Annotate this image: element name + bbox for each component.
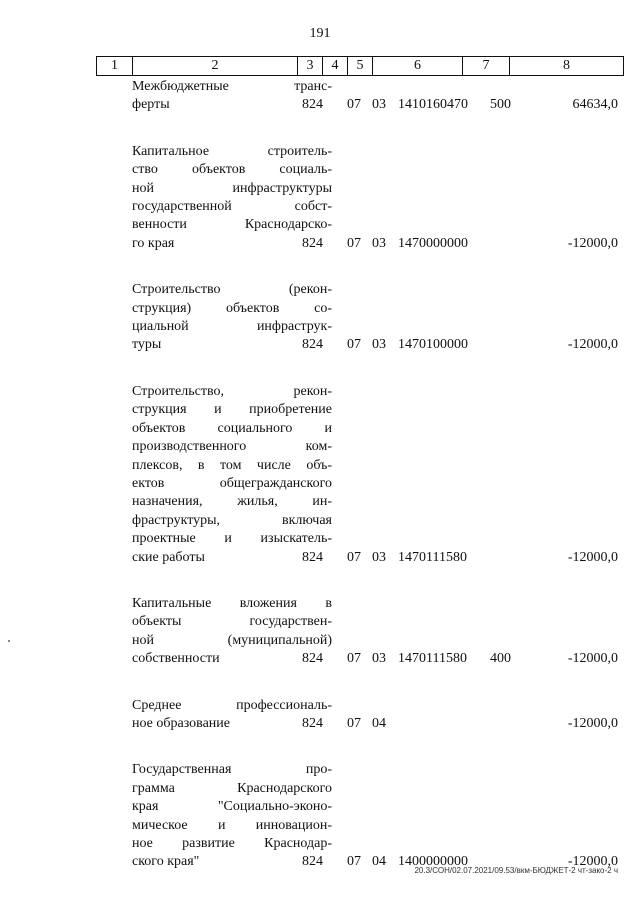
row-values (96, 650, 628, 668)
row-name-line: назначения, жилья, ин- (132, 494, 332, 510)
code-target-article: 1410160470 (398, 97, 468, 113)
row-name-line: венности Краснодарско- (132, 217, 332, 233)
code-ved: 824 (302, 651, 323, 667)
row-name-line: струкция и приобретение (132, 402, 332, 418)
code-subsection: 03 (372, 97, 386, 113)
row-name-line: фраструктуры, включая (132, 512, 332, 528)
budget-rows (96, 78, 628, 872)
header-col-6: 6 (373, 57, 463, 76)
code-subsection: 04 (372, 715, 386, 731)
row-name-line: грамма Краснодарского (132, 780, 332, 796)
code-target-article: 1400000000 (398, 854, 468, 870)
table-row (96, 78, 628, 115)
scan-artifact (8, 640, 10, 642)
row-values (96, 96, 628, 114)
code-target-article: 1470111580 (398, 651, 467, 667)
row-name-line: Государственная про- (132, 762, 332, 778)
code-ved: 824 (302, 337, 323, 353)
code-target-article: 1470111580 (398, 549, 467, 565)
page-number: 191 (309, 26, 331, 41)
row-name-line: объектов социального и (132, 420, 332, 436)
code-expense-type: 400 (490, 651, 511, 667)
row-name-line: края "Социально-эконо- (132, 799, 332, 815)
code-target-article: 1470000000 (398, 235, 468, 251)
row-name (132, 383, 332, 567)
header-col-1: 1 (97, 57, 133, 76)
code-subsection: 03 (372, 651, 386, 667)
amount: -12000,0 (567, 337, 618, 353)
amount: 64634,0 (572, 97, 618, 113)
code-subsection: 03 (372, 235, 386, 251)
header-col-5: 5 (348, 57, 373, 76)
code-ved: 824 (302, 97, 323, 113)
document-footer: 20.3/СОН/02.07.2021/09.53/вкм-БЮДЖЕТ-2 чт-зако-2 ч (414, 866, 618, 875)
code-section: 07 (347, 715, 361, 731)
row-name-line: струкция) объектов со- (132, 300, 332, 316)
row-name-line: го края (132, 235, 175, 251)
row-name-line: Среднее профессиональ- (132, 697, 332, 713)
header-col-2: 2 (133, 57, 298, 76)
row-name-line: ство объектов социаль- (132, 162, 332, 178)
code-section: 07 (347, 651, 361, 667)
header-col-8: 8 (510, 57, 624, 76)
row-name-line: ектов общегражданского (132, 475, 332, 491)
row-name-line: плексов, в том числе объ- (132, 457, 332, 473)
table-row (96, 761, 628, 871)
table-row (96, 595, 628, 669)
code-ved: 824 (302, 854, 323, 870)
code-ved: 824 (302, 235, 323, 251)
code-subsection: 03 (372, 549, 386, 565)
amount: -12000,0 (567, 715, 618, 731)
row-name-line: ное образование (132, 715, 230, 731)
row-name-line: собственности (132, 651, 220, 667)
code-subsection: 04 (372, 854, 386, 870)
row-name-line: ского края" (132, 854, 200, 870)
amount: -12000,0 (567, 549, 618, 565)
code-section: 07 (347, 235, 361, 251)
row-name-line: производственного ком- (132, 439, 332, 455)
row-values (96, 235, 628, 253)
column-header-row (97, 57, 624, 76)
row-name-line: циальной инфраструк- (132, 319, 332, 335)
amount: -12000,0 (567, 235, 618, 251)
code-section: 07 (347, 549, 361, 565)
code-expense-type: 500 (490, 97, 511, 113)
table-row (96, 143, 628, 253)
code-section: 07 (347, 854, 361, 870)
row-name-line: Строительство, рекон- (132, 383, 332, 399)
header-col-3: 3 (298, 57, 323, 76)
row-name-line: Капитальное строитель- (132, 143, 332, 159)
amount: -12000,0 (567, 651, 618, 667)
row-name-line: государственной собст- (132, 199, 332, 215)
code-target-article: 1470100000 (398, 337, 468, 353)
row-name-line: Межбюджетные транс- (132, 79, 332, 94)
row-name-line: туры (132, 337, 162, 353)
amount: -12000,0 (567, 854, 618, 870)
row-values (96, 549, 628, 567)
row-name-line: ной инфраструктуры (132, 180, 332, 196)
row-name-line: ские работы (132, 549, 205, 565)
code-section: 07 (347, 337, 361, 353)
header-col-7: 7 (463, 57, 510, 76)
row-values (96, 715, 628, 733)
row-name-line: ной (муниципальной) (132, 632, 332, 648)
column-header-table (96, 56, 624, 76)
row-name-line: мическое и инновацион- (132, 817, 332, 833)
header-col-4: 4 (323, 57, 348, 76)
row-name-line: Строительство (рекон- (132, 282, 332, 298)
row-name-line: проектные и изыскатель- (132, 531, 332, 547)
code-ved: 824 (302, 549, 323, 565)
table-row (96, 281, 628, 355)
row-name-line: ферты (132, 97, 170, 113)
table-row (96, 697, 628, 734)
code-ved: 824 (302, 715, 323, 731)
row-name-line: Капитальные вложения в (132, 595, 332, 611)
row-values (96, 336, 628, 354)
code-subsection: 03 (372, 337, 386, 353)
row-name-line: объекты государствен- (132, 614, 332, 630)
table-row (96, 383, 628, 567)
row-name-line: ное развитие Краснодар- (132, 836, 332, 851)
code-section: 07 (347, 97, 361, 113)
